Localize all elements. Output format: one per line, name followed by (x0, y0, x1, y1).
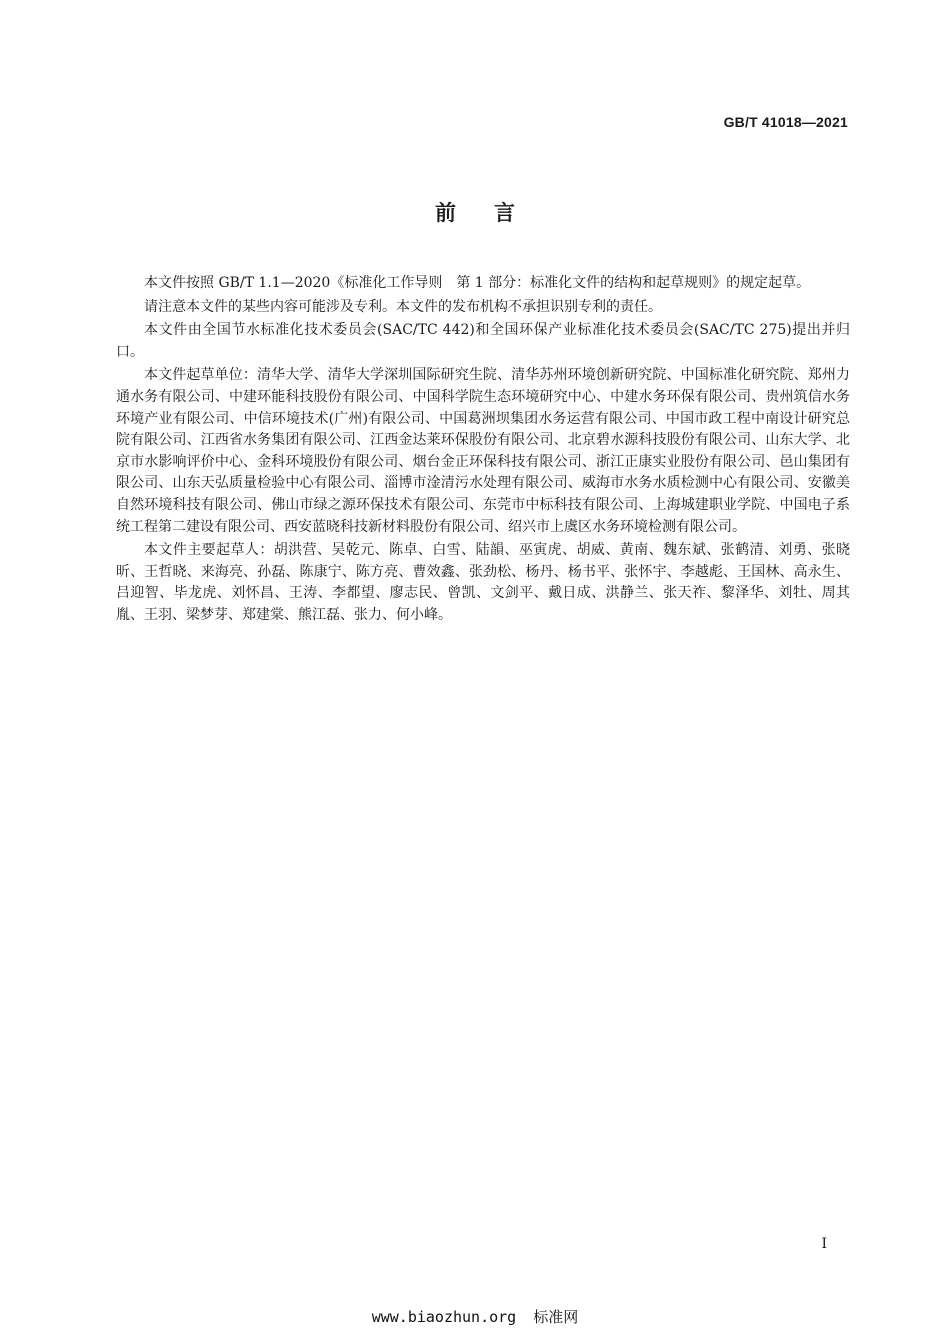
paragraph-patent-notice: 请注意本文件的某些内容可能涉及专利。本文件的发布机构不承担识别专利的责任。 (144, 298, 662, 315)
paragraph-drafting-units: 本文件起草单位：清华大学、清华大学深圳国际研究生院、清华苏州环境创新研究院、中国标准化研究院、郑州力通水务有限公司、中建环能科技股份有限公司、中国科学院生态环境研究中心、中建水务环保有限公司、贵州筑信水务环境产业有限公司、中信环境技术(广州)有限公司、中国葛洲坝集团水务运营有限公司、中国市政工程中南设计研究总院有限公司、江西省水务集团有限公司、江西金达莱环保股份有限公司、北京碧水源科技股份有限公司、山东大学、北京市水影响评价中心、金科环境股份有限公司、烟台金正环保科技有限公司、浙江正康实业股份有限公司、邑山集团有限公司、山东天弘质量检验中心有限公司、淄博市淦清污水处理有限公司、威海市水务水质检测中心有限公司、安徽美自然环境科技有限公司、佛山市绿之源环保技术有限公司、东莞市中标科技有限公司、上海城建职业学院、中国电子系统工程第二建设有限公司、西安蓝晓科技新材料股份有限公司、绍兴市上虞区水务环境检测有限公司。 (116, 367, 850, 535)
paragraph-proposer: 本文件由全国节水标准化技术委员会(SAC/TC 442)和全国环保产业标准化技术委员会(SAC/TC 275)提出并归口。 (116, 322, 850, 360)
footer-url[interactable]: www.biaozhun.org (371, 1308, 517, 1326)
page-number: I (821, 1236, 827, 1252)
paragraph-drafters: 本文件主要起草人：胡洪营、吴乾元、陈卓、白雪、陆韻、巫寅虎、胡威、黄南、魏东斌、张鹤清、刘勇、张晓昕、王哲晓、来海亮、孙磊、陈康宁、陈方亮、曹效鑫、张劲松、杨丹、杨书平、张怀宇、李越彪、王国林、高永生、吕迎智、毕龙虎、刘怀昌、王涛、李都望、廖志民、曾凯、文剑平、戴日成、洪静兰、张天祚、黎泽华、刘牡、周其胤、王羽、梁梦芽、郑建棠、熊江磊、张力、何小峰。 (116, 542, 850, 623)
footer-site-name: 标准网 (533, 1308, 579, 1326)
footer (0, 1306, 950, 1327)
paragraph-drafting-rules: 本文件按照 GB/T 1.1—2020《标准化工作导则 第 1 部分：标准化文件的结构和起草规则》的规定起草。 (144, 275, 811, 291)
foreword-body (116, 273, 850, 629)
page-title: 前言 (435, 201, 553, 225)
standard-code: GB/T 41018—2021 (723, 114, 848, 130)
